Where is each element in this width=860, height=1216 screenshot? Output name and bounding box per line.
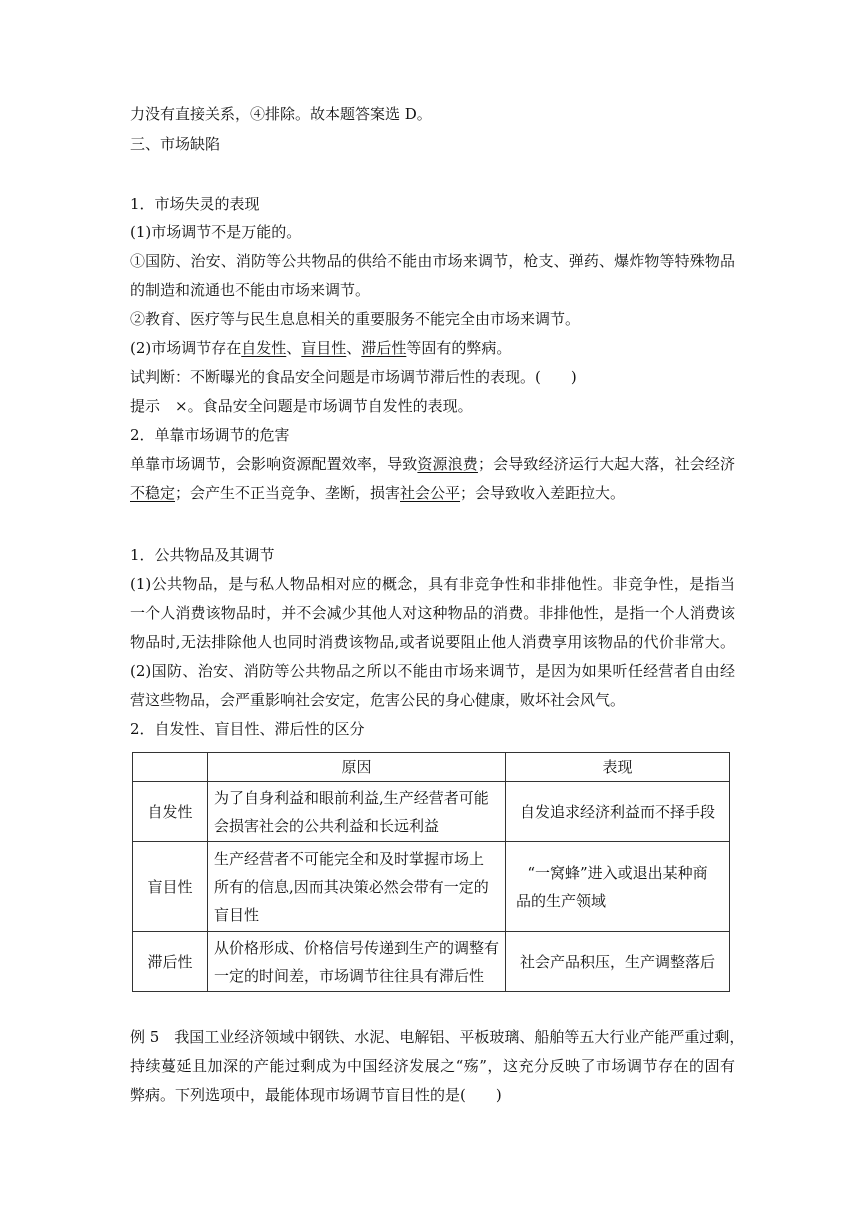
- table-header-cell: 原因: [208, 753, 506, 782]
- text-line: 试判断：不断曝光的食品安全问题是市场调节滞后性的表现。( ): [130, 368, 577, 386]
- text-line: [130, 334, 735, 362]
- text-span: 、: [346, 339, 362, 357]
- cell-line: 自发追求经济利益而不择手段: [519, 802, 715, 821]
- text-span: 、: [286, 339, 302, 357]
- underlined-term: 自发性: [241, 339, 287, 357]
- example-line: 持续蔓延且加深的产能过剩成为中国经济发展之“殇”，这充分反映了市场调节存在的固有: [130, 1057, 735, 1075]
- text-line: 提示 ×。食品安全问题是市场调节自发性的表现。: [130, 397, 473, 415]
- text-line: (1)市场调节不是万能的。: [130, 223, 302, 241]
- table-row: [133, 932, 730, 992]
- cell-line: 社会产品积压，生产调整落后: [519, 952, 715, 971]
- text-span: ；会导致收入差距拉大。: [460, 484, 626, 502]
- table-row: [133, 842, 730, 932]
- text-line: ②教育、医疗等与民生息息相关的重要服务不能完全由市场来调节。: [130, 310, 581, 328]
- text-span: 单靠市场调节，会影响资源配置效率，导致: [130, 455, 418, 473]
- cell-line: 一定的时间差，市场调节往往具有滞后性: [214, 966, 485, 985]
- text-line: 营这些物品，会严重影响社会安定，危害公民的身心健康，败坏社会风气。: [130, 691, 626, 709]
- text-line: ①国防、治安、消防等公共物品的供给不能由市场来调节，枪支、弹药、爆炸物等特殊物品: [130, 252, 735, 270]
- cell-line: 为了自身利益和眼前利益,生产经营者可能: [214, 788, 489, 807]
- subheading: 1．公共物品及其调节: [130, 546, 275, 564]
- cell-line: 会损害社会的公共利益和长远利益: [214, 816, 440, 835]
- table-row: [133, 782, 730, 842]
- underlined-term: 盲目性: [301, 339, 347, 357]
- show-cell: [506, 782, 730, 842]
- cell-line: 品的生产领域: [516, 891, 607, 910]
- reason-cell: [208, 782, 506, 842]
- cell-line: “一窝蜂”进入或退出某种商: [527, 863, 708, 882]
- text-line: (2)国防、治安、消防等公共物品之所以不能由市场来调节，是因为如果听任经营者自由经: [130, 662, 735, 680]
- underlined-term: 资源浪费: [417, 455, 478, 473]
- text-line: [130, 450, 735, 478]
- text-line: 力没有直接关系，④排除。故本题答案选 D。: [130, 105, 432, 123]
- reason-cell: [208, 842, 506, 932]
- subheading: 2．自发性、盲目性、滞后性的区分: [130, 720, 365, 738]
- text-line: 物品时,无法排除他人也同时消费该物品,或者说要阻止他人消费享用该物品的代价非常大。: [130, 633, 735, 651]
- text-line: 的制造和流通也不能由市场来调节。: [130, 281, 371, 299]
- underlined-term: 滞后性: [361, 339, 407, 357]
- text-span: ；会导致经济运行大起大落，社会经济: [477, 455, 735, 473]
- example-line: 弊病。下列选项中，最能体现市场调节盲目性的是( ): [130, 1086, 502, 1104]
- cell-line: 盲目性: [214, 905, 260, 924]
- text-span: ；会产生不正当竞争、垄断，损害: [175, 484, 401, 502]
- row-label: 自发性: [133, 782, 208, 842]
- underlined-term: 不稳定: [130, 484, 176, 502]
- text-line: [130, 479, 735, 507]
- row-label: 盲目性: [133, 842, 208, 932]
- cell-line: 生产经营者不可能完全和及时掌握市场上: [214, 849, 485, 868]
- table-header-cell: [133, 753, 208, 782]
- subheading: 2．单靠市场调节的危害: [130, 426, 290, 444]
- text-line: (1)公共物品，是与私人物品相对应的概念，具有非竞争性和非排他性。非竞争性，是指当: [130, 575, 735, 593]
- example-line: 例 5 我国工业经济领域中钢铁、水泥、电解铝、平板玻璃、船舶等五大行业产能严重过剩，: [130, 1028, 745, 1046]
- subheading: 1．市场失灵的表现: [130, 195, 260, 213]
- section-heading: 三、市场缺陷: [130, 135, 221, 153]
- table-header-cell: 表现: [506, 753, 730, 782]
- cell-line: 从价格形成、价格信号传递到生产的调整有: [214, 938, 500, 957]
- table-header-row: [133, 753, 730, 782]
- text-span: 等固有的弊病。: [406, 339, 512, 357]
- cell-line: 所有的信息,因而其决策必然会带有一定的: [214, 877, 489, 896]
- underlined-term: 社会公平: [400, 484, 461, 502]
- text-span: (2)市场调节存在: [130, 339, 242, 357]
- reason-cell: [208, 932, 506, 992]
- comparison-table: [132, 752, 730, 992]
- text-line: 一个人消费该物品时，并不会减少其他人对这种物品的消费。非排他性，是指一个人消费该: [130, 604, 735, 622]
- show-cell: [506, 842, 730, 932]
- row-label: 滞后性: [133, 932, 208, 992]
- show-cell: [506, 932, 730, 992]
